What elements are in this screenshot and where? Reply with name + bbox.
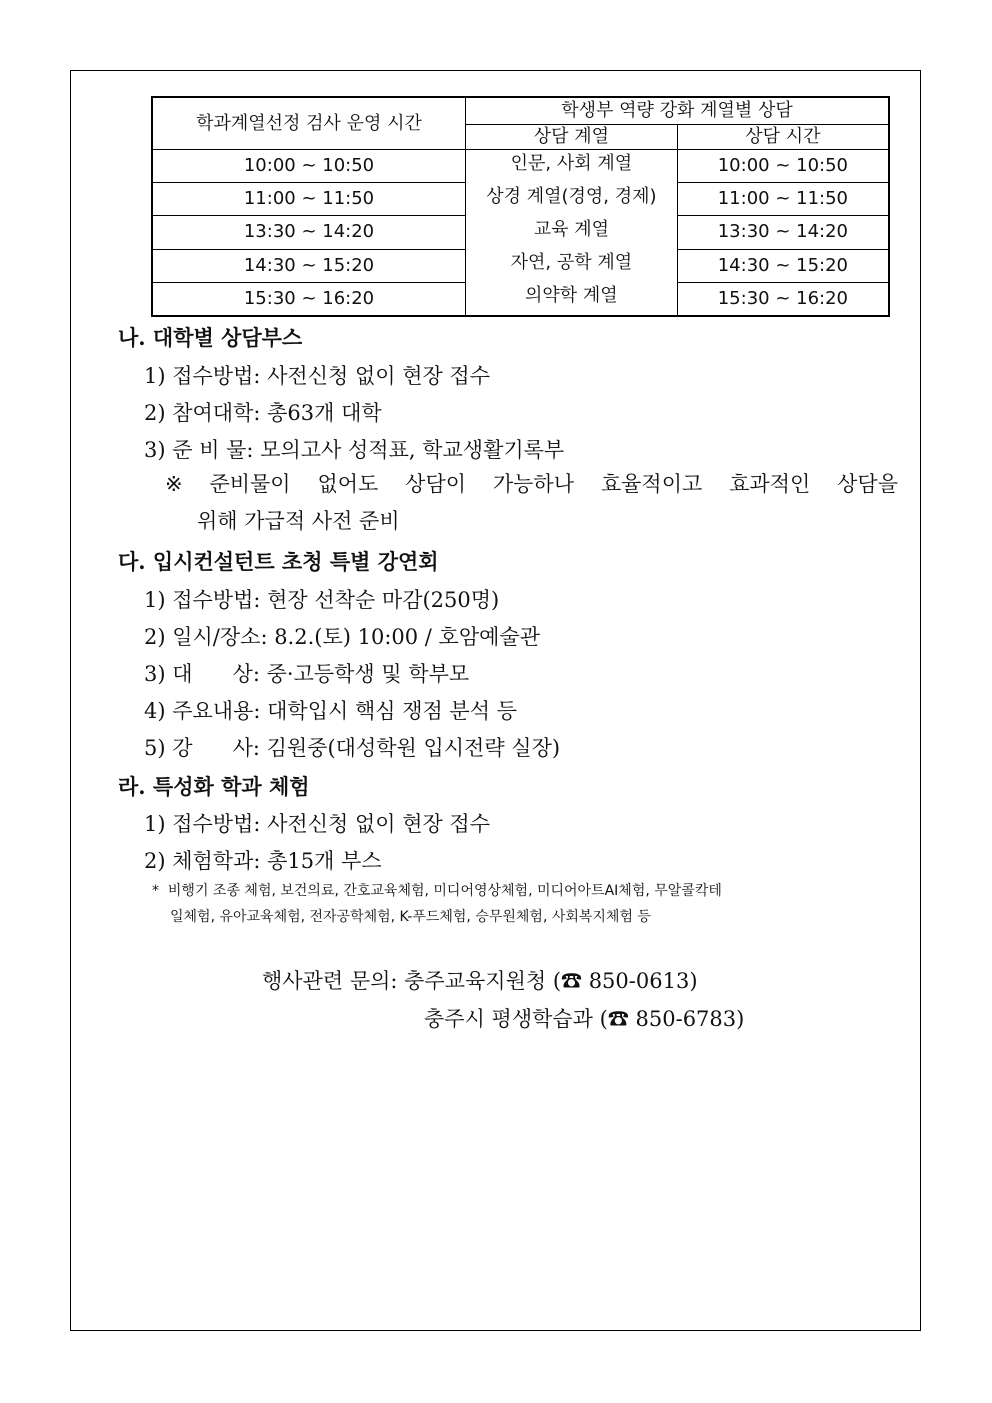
subheader-field: 상담 계열	[466, 125, 678, 150]
note-word: 효과적인	[729, 472, 811, 496]
test-time-cell: 15:30 ~ 16:20	[152, 282, 466, 316]
field-item: 의약학 계열	[525, 285, 618, 306]
counsel-time-cell: 14:30 ~ 15:20	[677, 249, 889, 282]
counsel-time-cell: 13:30 ~ 14:20	[677, 216, 889, 249]
note-word: 상담이	[405, 472, 467, 496]
test-time-cell: 10:00 ~ 10:50	[152, 150, 466, 183]
subheader-time: 상담 시간	[677, 125, 889, 150]
field-item: 상경 계열(경영, 경제)	[486, 186, 657, 207]
list-item: 4) 주요내용: 대학입시 핵심 쟁점 분석 등	[144, 699, 517, 723]
table-header-row	[152, 97, 889, 125]
section-title-university-booth: 나. 대학별 상담부스	[118, 325, 303, 350]
test-time-cell: 13:30 ~ 14:20	[152, 216, 466, 249]
list-item: 2) 참여대학: 총63개 대학	[144, 401, 382, 425]
contact-label: 충주시 평생학습과 (	[424, 1007, 608, 1031]
note-word: 가능하나	[492, 472, 575, 496]
contact-number: 850-0613)	[582, 969, 698, 993]
note-word: 상담을	[837, 472, 898, 496]
contact-line-2	[424, 1003, 744, 1033]
schedule-table	[151, 96, 890, 317]
list-item: 5) 강 사: 김원중(대성학원 입시전략 실장)	[144, 736, 561, 760]
note-word: 없어도	[317, 472, 379, 496]
counsel-time-cell: 10:00 ~ 10:50	[677, 150, 889, 183]
note-word: 준비물이	[209, 472, 291, 496]
list-item: 3) 준 비 물: 모의고사 성적표, 학교생활기록부	[144, 438, 565, 462]
list-item: 3) 대 상: 중·고등학생 및 학부모	[144, 662, 470, 686]
table-row	[152, 150, 889, 183]
header-test-time: 학과계열선정 검사 운영 시간	[152, 97, 466, 150]
contact-number: 850-6783)	[628, 1007, 745, 1031]
test-time-cell: 11:00 ~ 11:50	[152, 183, 466, 216]
list-item: 1) 접수방법: 사전신청 없이 현장 접수	[144, 812, 491, 836]
note-line-1	[165, 466, 898, 503]
contact-line-1	[262, 965, 698, 995]
list-item: 1) 접수방법: 사전신청 없이 현장 접수	[144, 364, 491, 388]
field-list-cell	[466, 150, 678, 317]
small-note-line: * 비행기 조종 체험, 보건의료, 간호교육체험, 미디어영상체험, 미디어아트AI체험, 무알콜칵테	[152, 883, 722, 899]
test-time-cell: 14:30 ~ 15:20	[152, 249, 466, 282]
note-line-2: 위해 가급적 사전 준비	[197, 509, 400, 533]
section-title-special-lecture: 다. 입시컨설턴트 초청 특별 강연회	[118, 549, 439, 574]
header-counsel: 학생부 역량 강화 계열별 상담	[466, 97, 890, 125]
field-item: 교육 계열	[533, 219, 610, 240]
telephone-icon: ☎	[561, 969, 583, 993]
counsel-time-cell: 15:30 ~ 16:20	[677, 282, 889, 316]
telephone-icon: ☎	[607, 1007, 629, 1031]
list-item: 1) 접수방법: 현장 선착순 마감(250명)	[144, 588, 500, 612]
field-item: 인문, 사회 계열	[510, 153, 633, 174]
note-word: ※	[165, 472, 183, 496]
section-title-department-experience: 라. 특성화 학과 체험	[118, 774, 310, 799]
experience-list-note	[152, 878, 898, 930]
contact-label: 행사관련 문의: 충주교육지원청 (	[262, 969, 562, 993]
list-item: 2) 일시/장소: 8.2.(토) 10:00 / 호암예술관	[144, 625, 540, 649]
note-word: 효율적이고	[600, 472, 703, 496]
preparation-note	[165, 466, 898, 540]
small-note-line: 일체험, 유아교육체험, 전자공학체험, K-푸드체험, 승무원체험, 사회복지체험 등	[170, 909, 651, 925]
list-item: 2) 체험학과: 총15개 부스	[144, 849, 382, 873]
field-item: 자연, 공학 계열	[510, 252, 633, 273]
counsel-time-cell: 11:00 ~ 11:50	[677, 183, 889, 216]
